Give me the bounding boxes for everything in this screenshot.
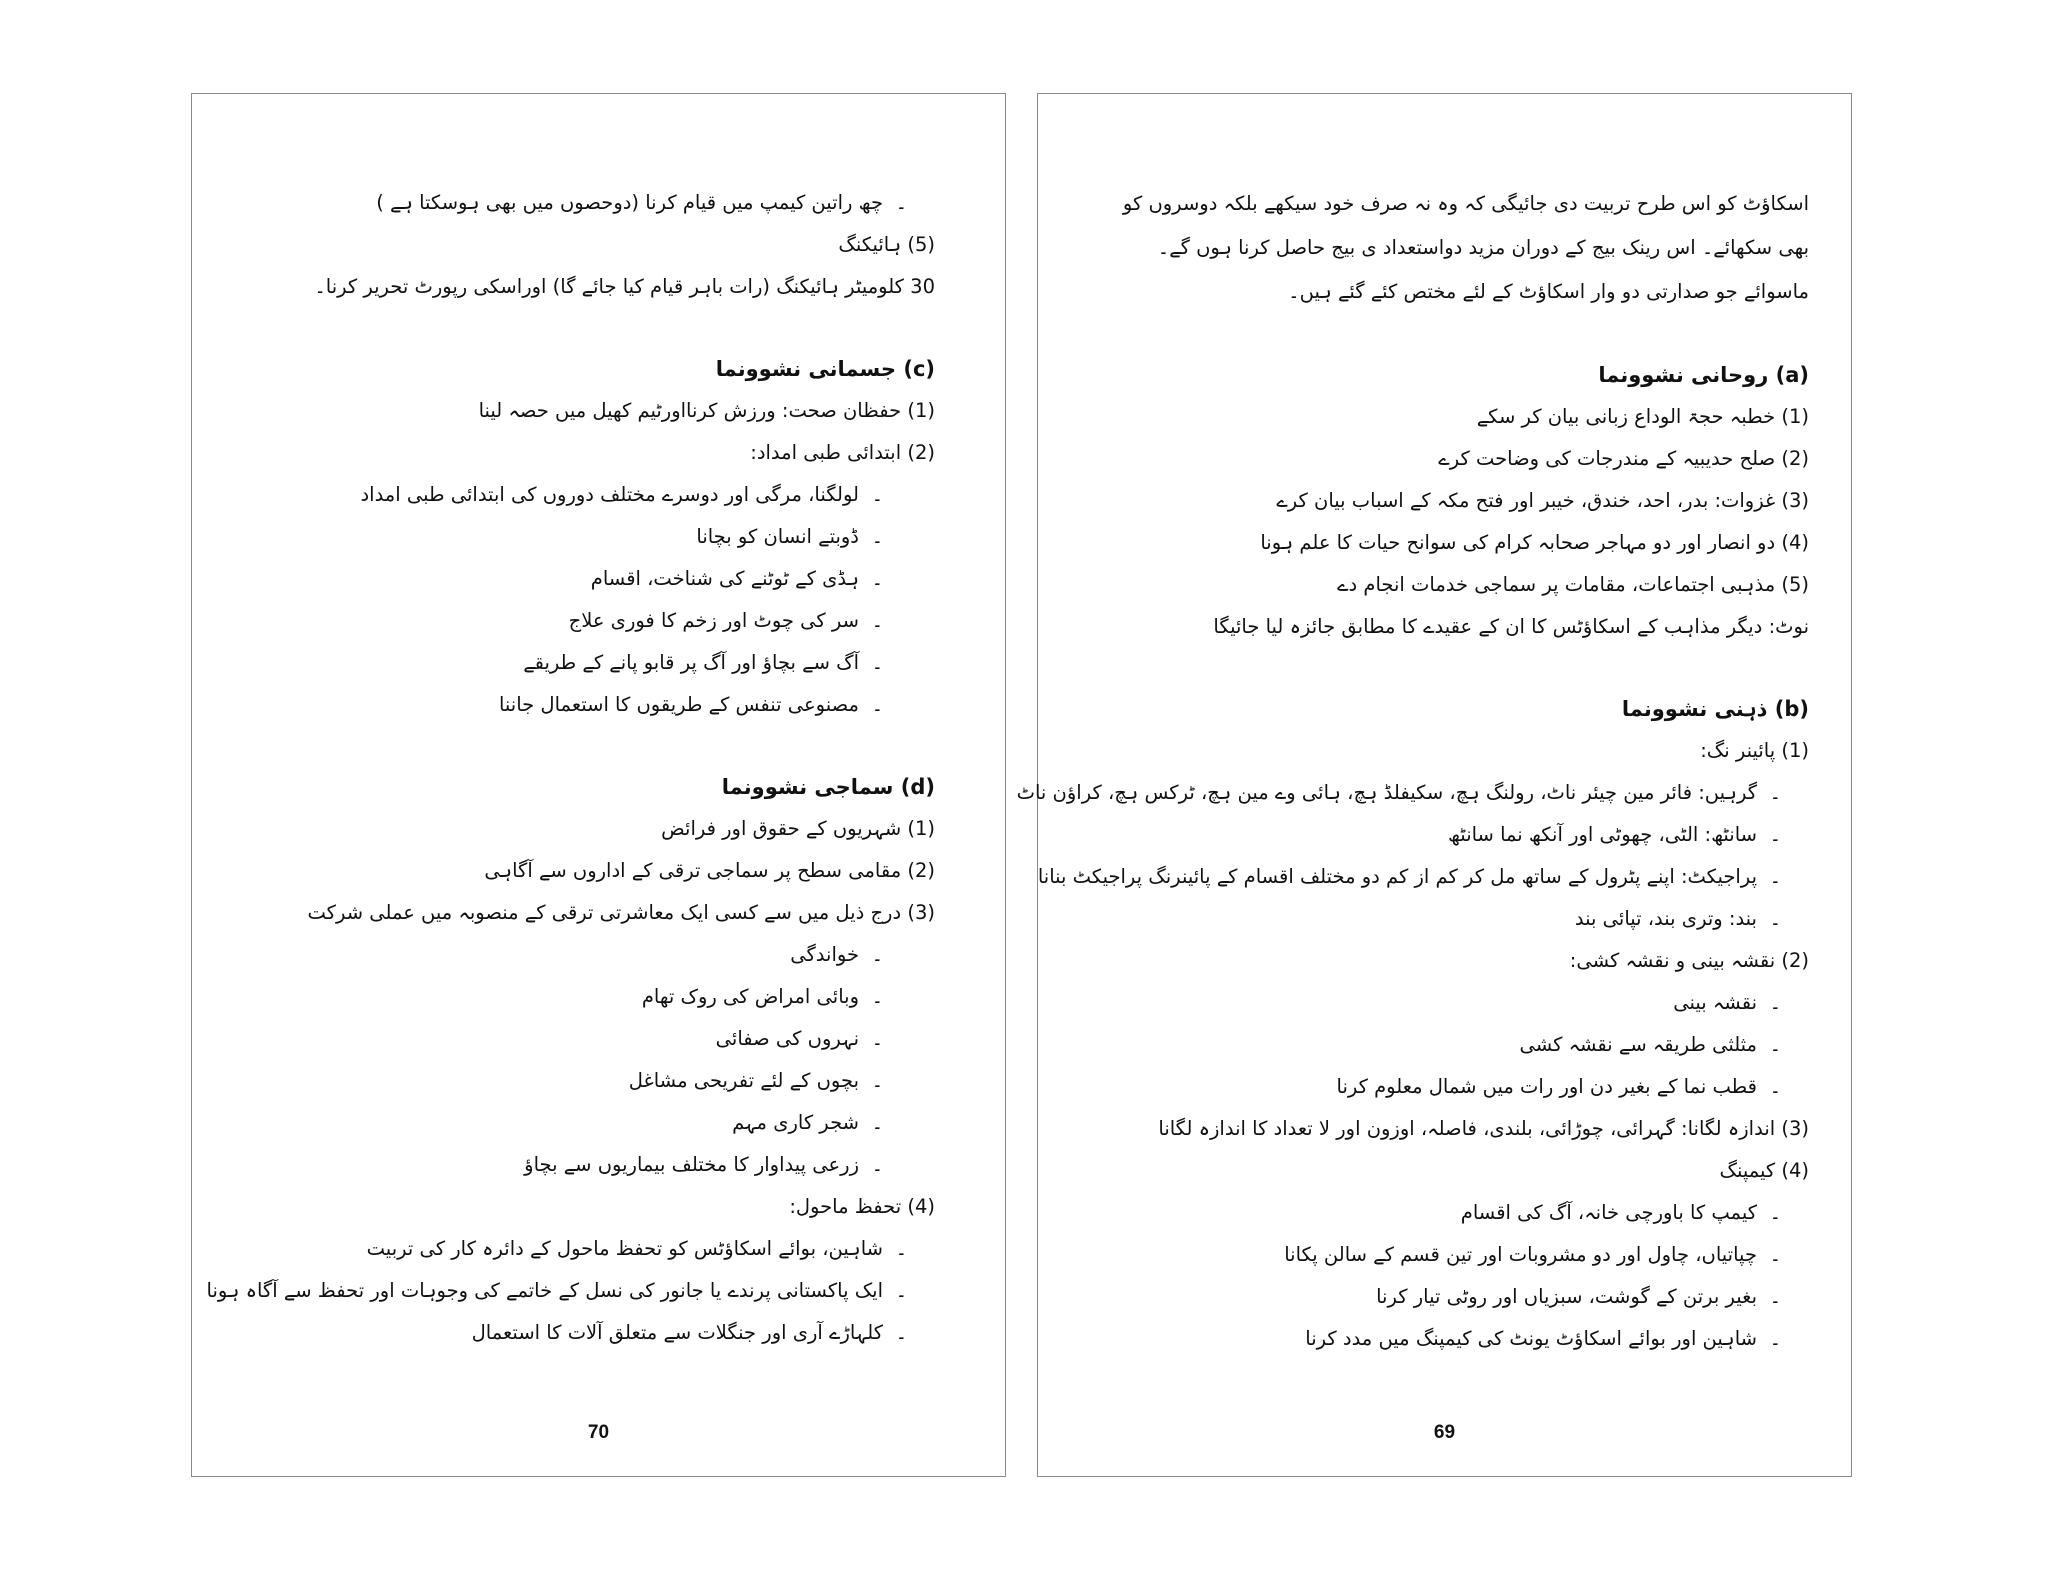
- bullet-item: [255, 934, 935, 976]
- bullet-dash: ۔: [895, 1237, 907, 1260]
- line-text: سر کی چوٹ اور زخم کا فوری علاج: [568, 609, 859, 632]
- bullet-dash: ۔: [1769, 823, 1781, 846]
- line-text: بچوں کے لئے تفریحی مشاغل: [628, 1069, 859, 1092]
- line-text: 30 کلومیٹر ہائیکنگ (رات باہر قیام کیا جائے گا) اوراسکی رپورٹ تحریر کرنا۔: [314, 275, 935, 298]
- bullet-dash: ۔: [895, 1321, 907, 1344]
- line-text: (a) روحانی نشوونما: [1598, 363, 1809, 387]
- text-line: [255, 1186, 935, 1228]
- line-text: کلہاڑے آری اور جنگلات سے متعلق آلات کا استعمال: [471, 1321, 883, 1344]
- bullet-item: [255, 558, 935, 600]
- bullet-item: [1089, 982, 1809, 1024]
- bullet-dash: ۔: [1769, 1201, 1781, 1224]
- line-text: (2) نقشہ بینی و نقشہ کشی:: [1569, 949, 1809, 972]
- line-text: شاہین، بوائے اسکاؤٹس کو تحفظ ماحول کے دائرہ کار کی تربیت: [366, 1237, 883, 1260]
- line-text: ڈوبتے انسان کو بچانا: [696, 525, 859, 548]
- bullet-dash: ۔: [1769, 991, 1781, 1014]
- line-text: نوٹ: دیگر مذاہب کے اسکاؤٹس کا ان کے عقیدے کا مطابق جائزہ لیا جائیگا: [1213, 615, 1809, 638]
- text-line: [1089, 480, 1809, 522]
- line-text: (b) ذہنی نشوونما: [1621, 697, 1809, 721]
- line-text: کیمپ کا باورچی خانہ، آگ کی اقسام: [1460, 1201, 1757, 1224]
- bullet-dash: ۔: [871, 1153, 883, 1176]
- bullet-item: [255, 684, 935, 726]
- line-text: (5) مذہبی اجتماعات، مقامات پر سماجی خدمات انجام دے: [1337, 573, 1809, 596]
- line-text: چپاتیاں، چاول اور دو مشروبات اور تین قسم کے سالن پکانا: [1284, 1243, 1757, 1266]
- section-heading: [1089, 688, 1809, 730]
- line-text: پراجیکٹ: اپنے پٹرول کے ساتھ مل کر کم از کم دو مختلف اقسام کے پائینرنگ پراجیکٹ بنانا: [1037, 865, 1757, 888]
- text-line: [1089, 396, 1809, 438]
- bullet-dash: ۔: [895, 1279, 907, 1302]
- text-line: [255, 892, 935, 934]
- section-heading: [1089, 354, 1809, 396]
- line-text: (c) جسمانی نشوونما: [715, 357, 935, 381]
- bullet-dash: ۔: [1769, 1243, 1781, 1266]
- text-line: [1089, 564, 1809, 606]
- spacer: [1089, 314, 1809, 354]
- line-text: (2) صلح حدیبیہ کے مندرجات کی وضاحت کرے: [1438, 447, 1809, 470]
- line-text: گرہیں: فائر مین چیئر ناٹ، رولنگ ہچ، سکیفلڈ ہچ، ہائی وے مین ہچ، ٹرکس ہچ، کراؤن ناٹ: [1016, 781, 1757, 804]
- text-line: [1089, 438, 1809, 480]
- bullet-dash: ۔: [1769, 1327, 1781, 1350]
- bullet-item: [1089, 1024, 1809, 1066]
- bullet-dash: ۔: [871, 567, 883, 590]
- text-line: [255, 432, 935, 474]
- line-text: آگ سے بچاؤ اور آگ پر قابو پانے کے طریقے: [523, 651, 859, 674]
- bullet-item: [255, 1018, 935, 1060]
- bullet-dash: ۔: [871, 1027, 883, 1050]
- line-text: نقشہ بینی: [1673, 991, 1757, 1014]
- line-text: خواندگی: [790, 943, 859, 966]
- line-text: قطب نما کے بغیر دن اور رات میں شمال معلوم کرنا: [1336, 1075, 1757, 1098]
- page-69: [1016, 93, 1852, 1477]
- bullet-dash: ۔: [871, 1111, 883, 1134]
- line-text: (4) دو انصار اور دو مہاجر صحابہ کرام کی سوانح حیات کا علم ہونا: [1260, 531, 1809, 554]
- text-line: [1089, 730, 1809, 772]
- bullet-dash: ۔: [871, 1069, 883, 1092]
- line-text: بند: وتری بند، تپائی بند: [1574, 907, 1757, 930]
- spacer: [255, 308, 935, 348]
- bullet-item: [1089, 1318, 1809, 1360]
- page-number: 70: [587, 1422, 610, 1443]
- bullet-dash: ۔: [1769, 781, 1781, 804]
- text-line: [255, 224, 935, 266]
- line-text: (4) کیمپنگ: [1719, 1159, 1809, 1182]
- bullet-item: [255, 1102, 935, 1144]
- text-line: [255, 266, 935, 308]
- bullet-item: [1089, 898, 1809, 940]
- bullet-dash: ۔: [871, 943, 883, 966]
- line-text: نہروں کی صفائی: [715, 1027, 859, 1050]
- bullet-item: [255, 1144, 935, 1186]
- text-line: [1089, 1150, 1809, 1192]
- bullet-item: [1089, 1066, 1809, 1108]
- bullet-item: [1089, 1276, 1809, 1318]
- bullet-dash: ۔: [871, 651, 883, 674]
- line-text: سانٹھ: الٹی، چھوٹی اور آنکھ نما سانٹھ: [1447, 823, 1757, 846]
- bullet-dash: ۔: [1769, 865, 1781, 888]
- page-69-content: [1016, 182, 1809, 1360]
- text-line: [1089, 1108, 1809, 1150]
- bullet-dash: ۔: [1769, 1033, 1781, 1056]
- line-text: زرعی پیداوار کا مختلف بیماریوں سے بچاؤ: [524, 1153, 859, 1176]
- line-text: چھ راتین کیمپ میں قیام کرنا (دوحصوں میں بھی ہوسکتا ہے ): [376, 191, 883, 214]
- bullet-item: [255, 1228, 935, 1270]
- spacer: [1089, 648, 1809, 688]
- bullet-dash: ۔: [871, 609, 883, 632]
- line-text: شاہین اور بوائے اسکاؤٹ یونٹ کی کیمپنگ میں مدد کرنا: [1305, 1327, 1757, 1350]
- line-text: (1) پائینر نگ:: [1700, 739, 1809, 762]
- text-line: [255, 808, 935, 850]
- page-number: 69: [1433, 1422, 1456, 1443]
- line-text: (3) اندازہ لگانا: گہرائی، چوڑائی، بلندی، فاصلہ، اوزون اور لا تعداد کا اندازہ لگانا: [1158, 1117, 1809, 1140]
- text-line: [255, 850, 935, 892]
- line-text: مثلثی طریقہ سے نقشہ کشی: [1519, 1033, 1757, 1056]
- bullet-item: [255, 600, 935, 642]
- bullet-dash: ۔: [871, 693, 883, 716]
- text-line: [1089, 522, 1809, 564]
- section-heading: [255, 348, 935, 390]
- bullet-item: [255, 474, 935, 516]
- text-line: [255, 390, 935, 432]
- text-line: [1089, 606, 1809, 648]
- line-text: (2) ابتدائی طبی امداد:: [750, 441, 935, 464]
- bullet-item: [255, 516, 935, 558]
- line-text: (5) ہائیکنگ: [838, 233, 935, 256]
- bullet-item: [255, 1312, 935, 1354]
- bullet-item: [1037, 856, 1809, 898]
- bullet-dash: ۔: [1769, 907, 1781, 930]
- line-text: (3) درج ذیل میں سے کسی ایک معاشرتی ترقی کے منصوبہ میں عملی شرکت: [307, 901, 935, 924]
- line-text: (d) سماجی نشوونما: [721, 775, 935, 799]
- bullet-dash: ۔: [1769, 1285, 1781, 1308]
- bullet-item: [255, 1060, 935, 1102]
- line-text: شجر کاری مہم: [732, 1111, 859, 1134]
- page-70-content: [206, 182, 935, 1354]
- line-text: ہڈی کے ٹوٹنے کی شناخت، اقسام: [590, 567, 859, 590]
- line-text: (1) خطبہ حجۃ الوداع زبانی بیان کر سکے: [1476, 405, 1809, 428]
- bullet-dash: ۔: [895, 191, 907, 214]
- bullet-item: [1089, 814, 1809, 856]
- section-heading: [255, 766, 935, 808]
- page-69-lines: [1016, 314, 1809, 1360]
- line-text: لولگنا، مرگی اور دوسرے مختلف دوروں کی ابتدائی طبی امداد: [360, 483, 859, 506]
- line-text: (1) حفظان صحت: ورزش کرنااورٹیم کھیل میں حصہ لینا: [478, 399, 935, 422]
- page-70: [191, 93, 1006, 1477]
- bullet-dash: ۔: [871, 483, 883, 506]
- text-line: [1089, 940, 1809, 982]
- intro-paragraph: اسکاؤٹ کو اس طرح تربیت دی جائیگی کہ وہ نہ صرف خود سیکھے بلکہ دوسروں کو بھی سکھائے۔ اس رینک بیج کے دوران مزید دواستعداد ی بیج حاصل کرنا ہوں گے۔ ماسوائے جو صدارتی دو وار اسکاؤٹ کے لئے مختص کئے گئے ہیں۔: [1122, 192, 1809, 303]
- line-text: وبائی امراض کی روک تھام: [641, 985, 859, 1008]
- bullet-item: [206, 1270, 935, 1312]
- bullet-dash: ۔: [871, 525, 883, 548]
- line-text: مصنوعی تنفس کے طریقوں کا استعمال جاننا: [498, 693, 859, 716]
- line-text: بغیر برتن کے گوشت، سبزیاں اور روٹی تیار کرنا: [1376, 1285, 1757, 1308]
- bullet-item: [255, 182, 935, 224]
- bullet-dash: ۔: [871, 985, 883, 1008]
- bullet-item: [255, 642, 935, 684]
- line-text: (3) غزوات: بدر، احد، خندق، خیبر اور فتح مکہ کے اسباب بیان کرے: [1276, 489, 1809, 512]
- line-text: (1) شہریوں کے حقوق اور فرائض: [661, 817, 935, 840]
- bullet-dash: ۔: [1769, 1075, 1781, 1098]
- line-text: ایک پاکستانی پرندے یا جانور کی نسل کے خاتمے کی وجوہات اور تحفظ سے آگاہ ہونا: [206, 1279, 883, 1302]
- spacer: [255, 726, 935, 766]
- bullet-item: [1089, 1234, 1809, 1276]
- line-text: (2) مقامی سطح پر سماجی ترقی کے اداروں سے آگاہی: [484, 859, 935, 882]
- bullet-item: [1089, 1192, 1809, 1234]
- bullet-item: [1016, 772, 1809, 814]
- line-text: (4) تحفظ ماحول:: [789, 1195, 935, 1218]
- bullet-item: [255, 976, 935, 1018]
